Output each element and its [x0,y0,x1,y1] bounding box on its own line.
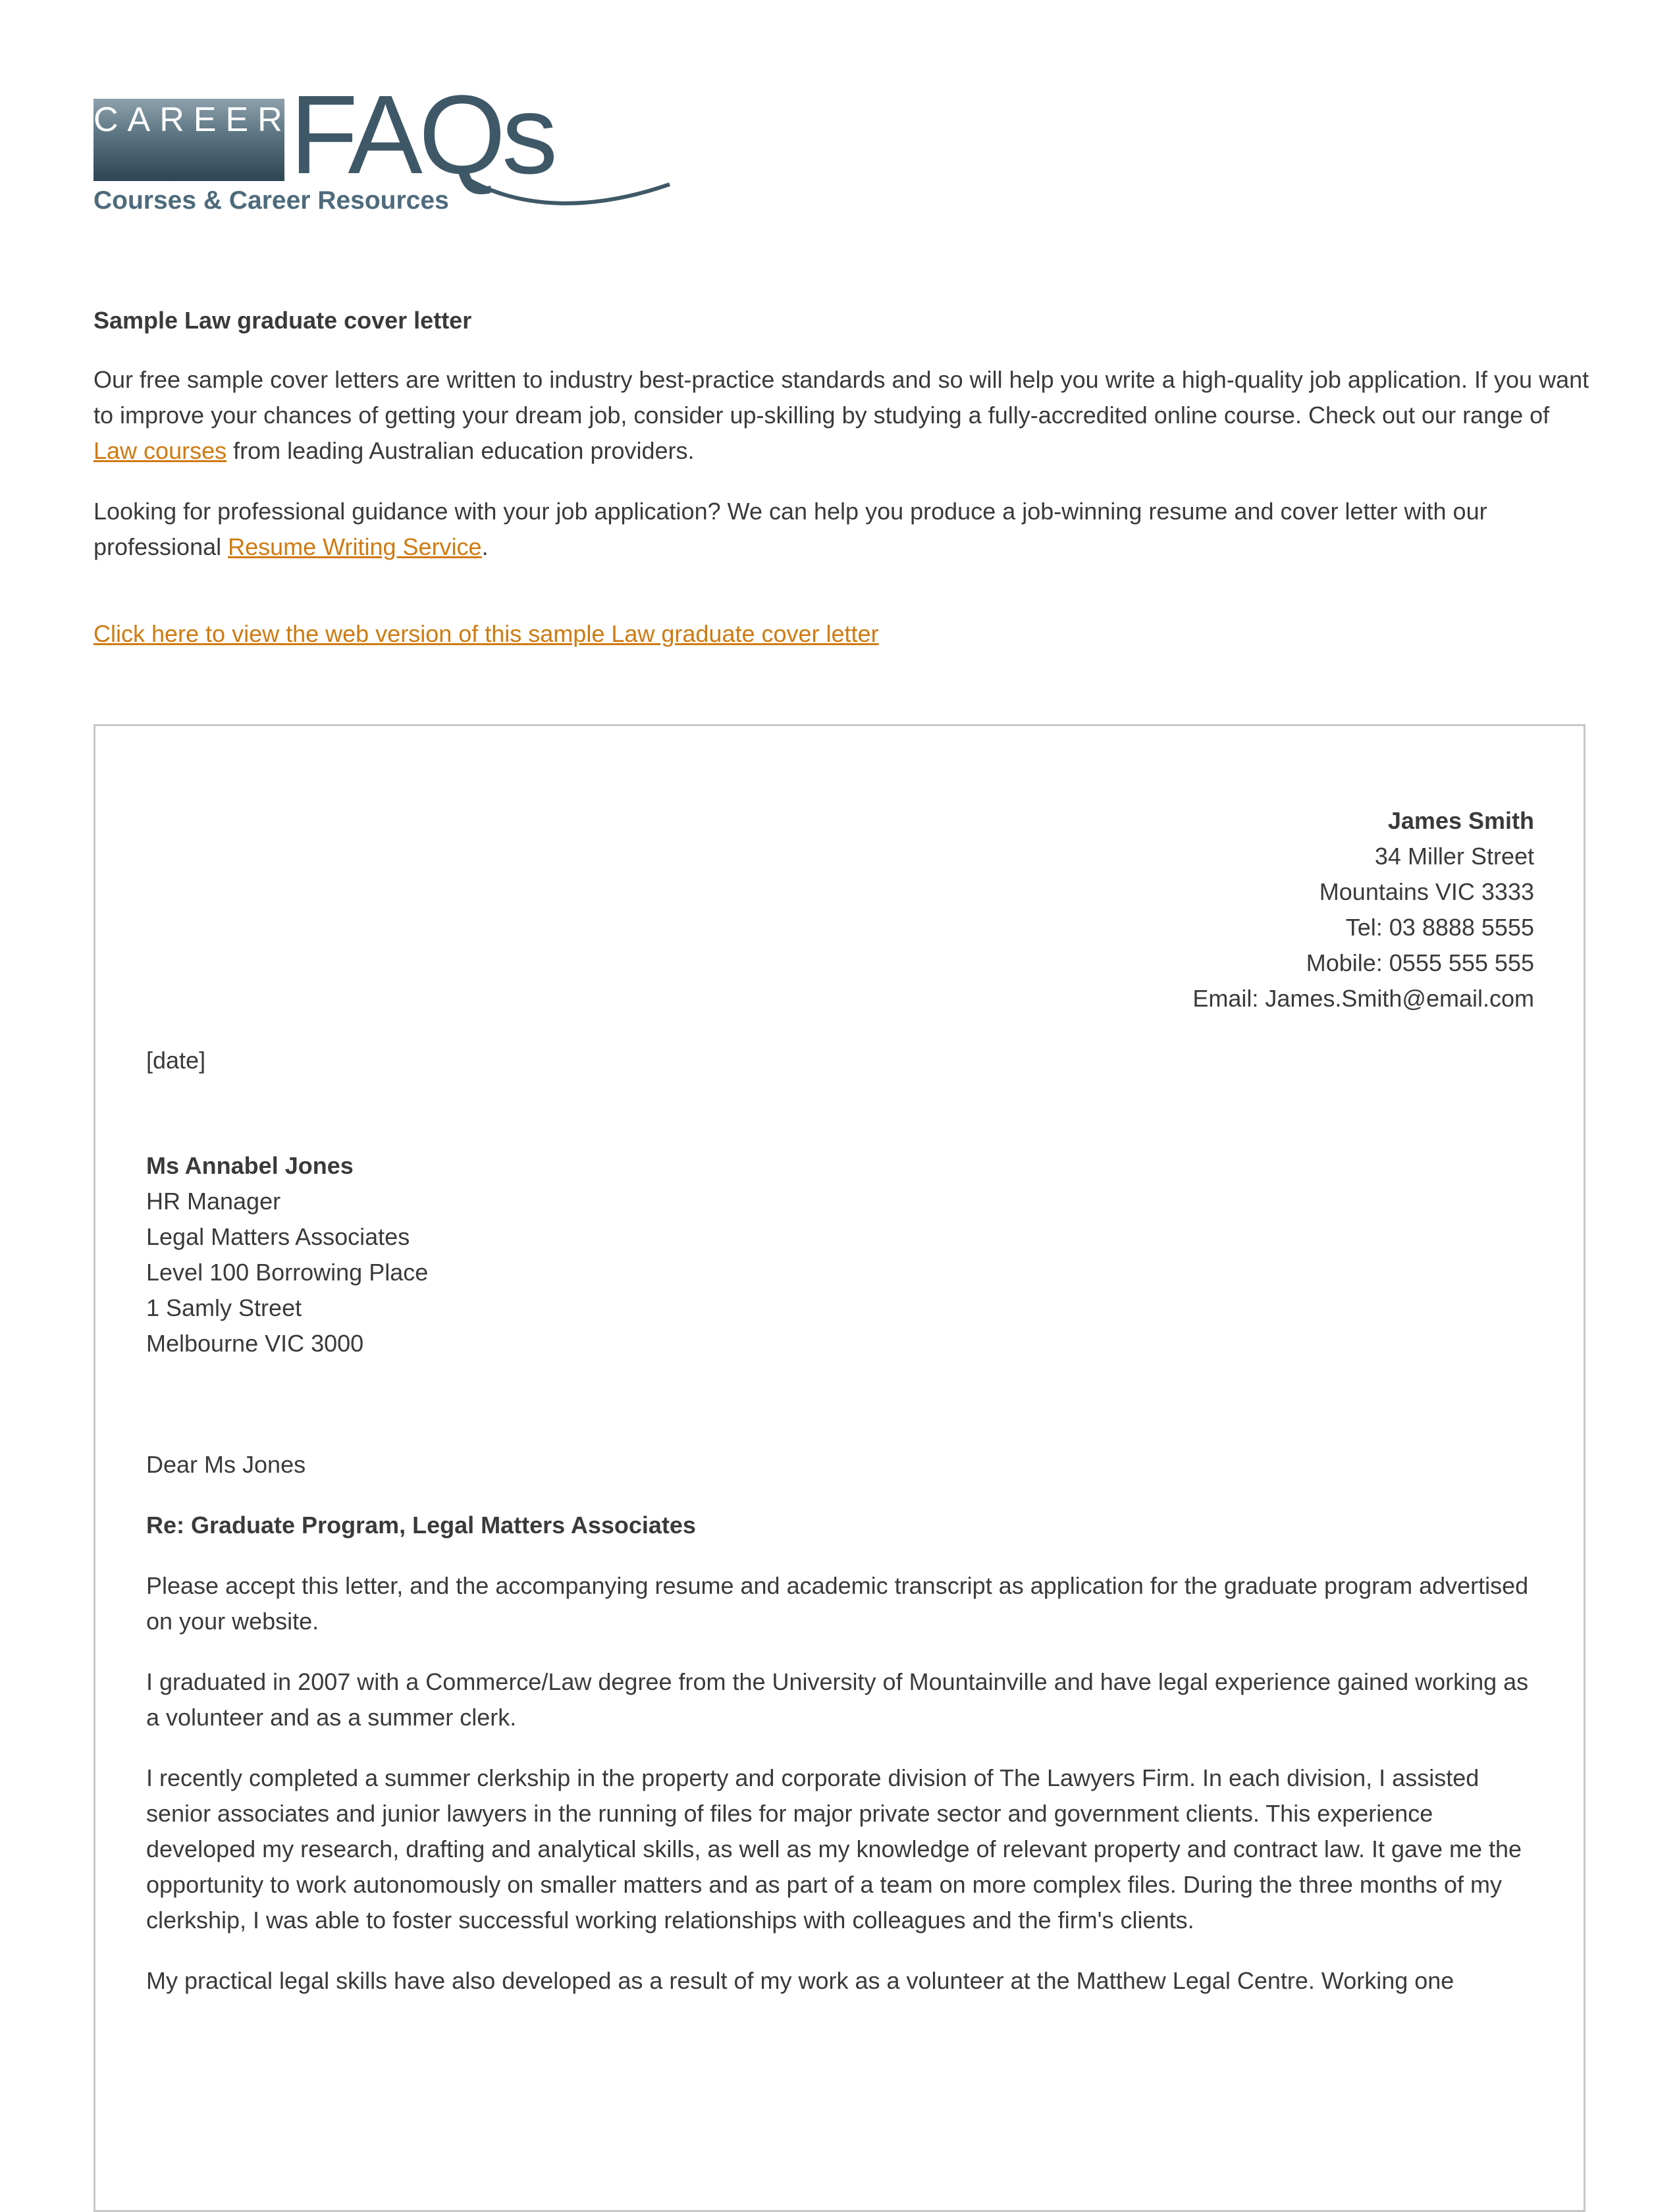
recipient-address-block [146,1148,1535,1361]
resume-writing-service-link[interactable]: Resume Writing Service [228,533,482,560]
careerfaqs-logo [93,72,581,224]
letter-subject-line: Re: Graduate Program, Legal Matters Associates [146,1512,696,1539]
letter-paragraph-2: I graduated in 2007 with a Commerce/Law degree from the University of Mountainville and have legal experience gained working as a volunteer and as a summer clerk. [146,1668,1529,1731]
sender-email: Email: James.Smith@email.com [1192,985,1534,1012]
sender-tel: Tel: 03 8888 5555 [1345,914,1534,941]
letter-paragraph-4: My practical legal skills have also developed as a result of my work as a volunteer at the Matthew Legal Centre. Working one [146,1967,1454,1994]
logo-career-text: CAREER [93,101,292,139]
letter-body [146,1568,1535,2024]
intro-p1-text-b: from leading Australian education providers. [227,437,695,464]
sender-address-block [1192,803,1534,1016]
sender-mobile: Mobile: 0555 555 555 [1306,949,1534,976]
logo-swoosh-icon [462,171,673,211]
letter-paragraph-3: I recently completed a summer clerkship in the property and corporate division of The Lawyers Firm. In each division, I assisted senior associates and junior lawyers in the running of files for major private sector and government clients. This experience developed my research, drafting and analytical skills, as well as my knowledge of relevant property and contract law. It gave me the opportunity to work autonomously on smaller matters and as part of a team on more complex files. During the three months of my clerkship, I was able to foster successful working relationships with colleagues and the firm's clients. [146,1764,1522,1934]
logo-faqs-text: FAQs [290,72,554,198]
recipient-name: Ms Annabel Jones [146,1152,354,1179]
law-courses-link[interactable]: Law courses [93,437,227,464]
letter-paragraph-1: Please accept this letter, and the accompanying resume and academic transcript as application for the graduate program advertised on your website. [146,1572,1529,1635]
intro-paragraph-1 [93,362,1595,469]
recipient-city: Melbourne VIC 3000 [146,1330,364,1357]
recipient-street: 1 Samly Street [146,1294,302,1321]
recipient-title: HR Manager [146,1188,281,1215]
recipient-company: Legal Matters Associates [146,1223,410,1250]
intro-p2-text-a: Looking for professional guidance with your job application? We can help you produce a job-winning resume and cover letter with our professional [93,498,1487,560]
letter-salutation: Dear Ms Jones [146,1451,306,1478]
intro-p1-text-a: Our free sample cover letters are written to industry best-practice standards and so will help you write a high-quality job application. If you want to improve your chances of getting your dream job, consider up-skilling by studying a fully-accredited online course. Check out our range of [93,366,1589,429]
logo-tagline: Courses & Career Resources [93,186,449,215]
web-version-row [93,616,879,652]
sender-name: James Smith [1387,807,1534,834]
sender-suburb: Mountains VIC 3333 [1319,878,1534,905]
intro-p2-text-b: . [481,533,489,560]
intro-paragraph-2 [93,494,1595,565]
recipient-level: Level 100 Borrowing Place [146,1259,429,1286]
page-title: Sample Law graduate cover letter [93,307,472,334]
sender-street: 34 Miller Street [1374,843,1534,870]
web-version-link[interactable]: Click here to view the web version of this sample Law graduate cover letter [93,620,879,647]
intro-section [93,303,1595,590]
letter-date: [date] [146,1047,206,1074]
